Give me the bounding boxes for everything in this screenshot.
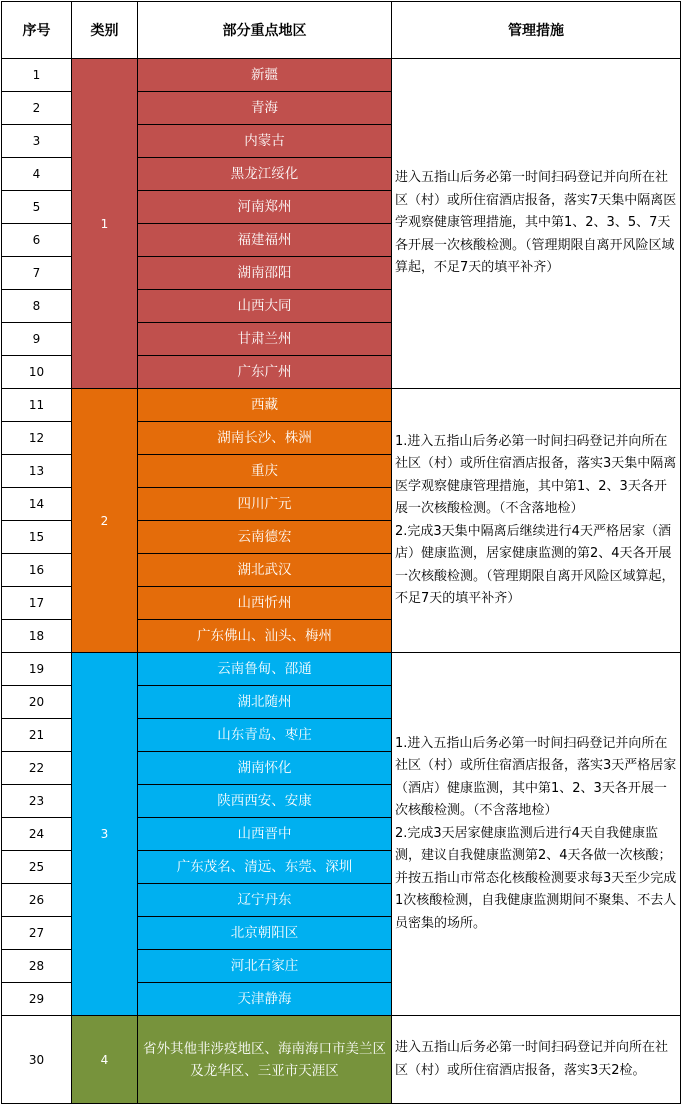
row-index: 26 [2,884,72,917]
row-index: 23 [2,785,72,818]
table-row [2,59,681,92]
region-cell: 内蒙古 [138,125,392,158]
measure-text: 1.进入五指山后务必第一时间扫码登记并向所在社区（村）或所住宿酒店报备，落实3天集中隔离医学观察健康管理措施，其中第1、2、3天各开展一次核酸检测。（不含落地检） [395,433,677,516]
row-index: 15 [2,521,72,554]
region-cell: 湖南长沙、株洲 [138,422,392,455]
row-index: 14 [2,488,72,521]
region-cell: 湖北武汉 [138,554,392,587]
row-index: 21 [2,719,72,752]
measure-text: 2.完成3天集中隔离后继续进行4天严格居家（酒店）健康监测，居家健康监测的第2、4天各开展一次核酸检测。（管理期限自离开风险区域算起，不足7天的填平补齐） [395,523,675,606]
region-cell: 广东广州 [138,356,392,389]
region-cell: 陕西西安、安康 [138,785,392,818]
region-cell: 云南鲁甸、邵通 [138,653,392,686]
region-cell: 广东茂名、清远、东莞、深圳 [138,851,392,884]
row-index: 6 [2,224,72,257]
region-cell: 辽宁丹东 [138,884,392,917]
region-cell: 湖北随州 [138,686,392,719]
header-index: 序号 [2,2,72,59]
region-cell: 四川广元 [138,488,392,521]
region-cell: 北京朝阳区 [138,917,392,950]
row-index: 20 [2,686,72,719]
table-row [2,1016,681,1104]
row-index: 25 [2,851,72,884]
row-index: 9 [2,323,72,356]
row-index: 10 [2,356,72,389]
category-cell: 3 [72,653,138,1016]
row-index: 4 [2,158,72,191]
region-cell: 湖南怀化 [138,752,392,785]
row-index: 8 [2,290,72,323]
region-cell: 山东青岛、枣庄 [138,719,392,752]
table-row [2,653,681,686]
region-cell: 黑龙江绥化 [138,158,392,191]
category-cell: 4 [72,1016,138,1104]
row-index: 28 [2,950,72,983]
row-index: 22 [2,752,72,785]
measure-cell [392,1016,681,1104]
header-category: 类别 [72,2,138,59]
row-index: 12 [2,422,72,455]
region-cell: 河南郑州 [138,191,392,224]
measure-text: 2.完成3天居家健康监测后进行4天自我健康监测，建议自我健康监测第2、4天各做一次核酸；并按五指山市常态化核酸检测要求每3天至少完成1次核酸检测，自我健康监测期间不聚集、不去人员密集的场所。 [395,825,677,931]
region-cell: 天津静海 [138,983,392,1016]
region-cell: 重庆 [138,455,392,488]
row-index: 27 [2,917,72,950]
region-cell: 云南德宏 [138,521,392,554]
region-cell: 青海 [138,92,392,125]
row-index: 17 [2,587,72,620]
row-index: 16 [2,554,72,587]
row-index: 30 [2,1016,72,1104]
header-region: 部分重点地区 [138,2,392,59]
row-index: 18 [2,620,72,653]
table-row [2,389,681,422]
row-index: 7 [2,257,72,290]
region-cell: 福建福州 [138,224,392,257]
row-index: 3 [2,125,72,158]
category-cell: 2 [72,389,138,653]
row-index: 13 [2,455,72,488]
header-row [2,2,681,59]
region-cell: 河北石家庄 [138,950,392,983]
region-cell: 山西忻州 [138,587,392,620]
measure-text: 1.进入五指山后务必第一时间扫码登记并向所在社区（村）或所住宿酒店报备，落实3天严格居家（酒店）健康监测，其中第1、2、3天各开展一次核酸检测。（不含落地检） [395,735,677,819]
row-index: 5 [2,191,72,224]
row-index: 29 [2,983,72,1016]
region-cell: 新疆 [138,59,392,92]
region-cell: 山西大同 [138,290,392,323]
measures-table [1,1,681,1104]
category-cell: 1 [72,59,138,389]
row-index: 2 [2,92,72,125]
measure-cell [392,653,681,1016]
region-cell: 西藏 [138,389,392,422]
region-cell: 湖南邵阳 [138,257,392,290]
measure-cell [392,389,681,653]
header-measure: 管理措施 [392,2,681,59]
row-index: 1 [2,59,72,92]
region-cell: 甘肃兰州 [138,323,392,356]
region-cell: 广东佛山、汕头、梅州 [138,620,392,653]
region-cell: 山西晋中 [138,818,392,851]
measure-cell [392,59,681,389]
row-index: 24 [2,818,72,851]
measure-text: 进入五指山后务必第一时间扫码登记并向所在社区（村）或所住宿酒店报备，落实7天集中隔离医学观察健康管理措施，其中第1、2、3、5、7天各开展一次核酸检测。（管理期限自离开风险区域算起，不足7天的填平补齐） [395,170,677,276]
row-index: 19 [2,653,72,686]
measure-text: 进入五指山后务必第一时间扫码登记并向所在社区（村）或所住宿酒店报备，落实3天2检。 [395,1040,669,1078]
region-cell: 省外其他非涉疫地区、海南海口市美兰区及龙华区、三亚市天涯区 [138,1016,392,1104]
row-index: 11 [2,389,72,422]
